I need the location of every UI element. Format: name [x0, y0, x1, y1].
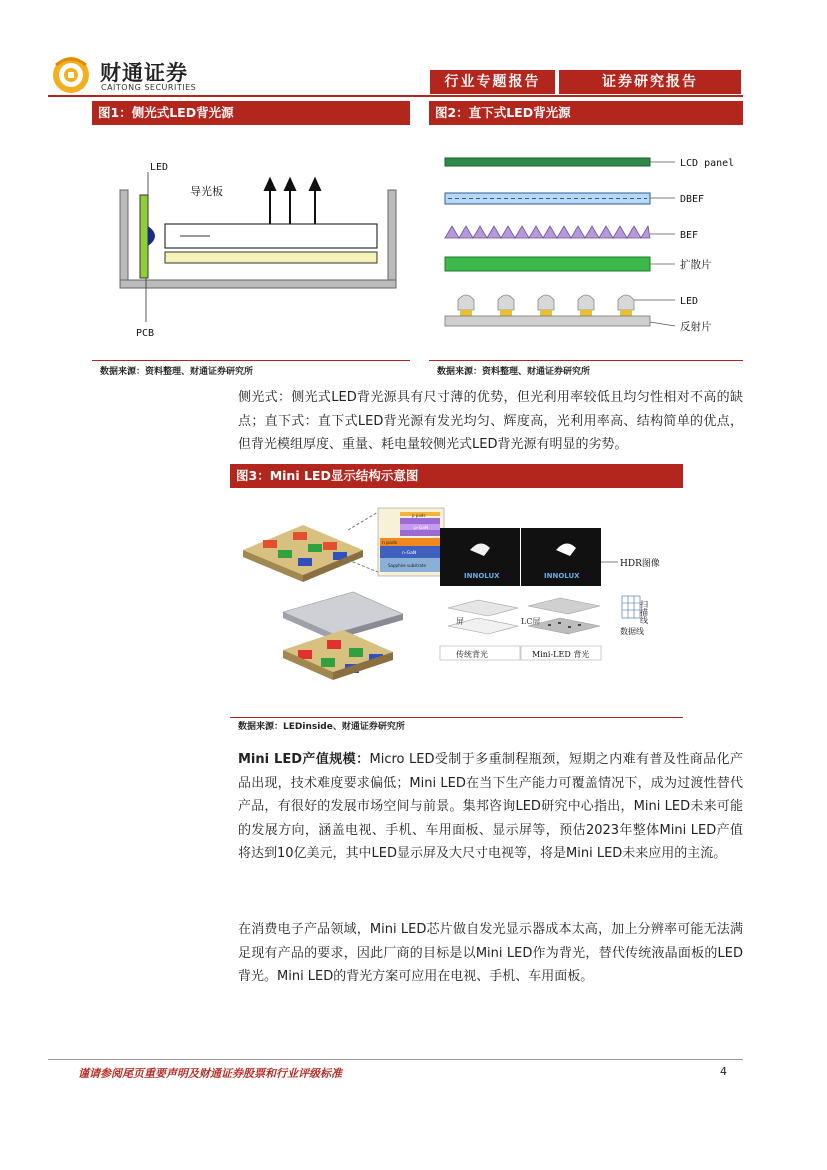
header-divider	[48, 95, 743, 97]
label-light-guide: 导光板	[190, 185, 223, 198]
label-n-gan: n-GaN	[402, 551, 417, 556]
label-scan-line: 扫描线	[639, 600, 649, 624]
caitong-logo-icon	[50, 55, 92, 95]
label-lc-screen: LC屏	[521, 617, 541, 626]
label-pcb: PCB	[136, 328, 155, 339]
label-bef: BEF	[680, 230, 699, 241]
page-number: 4	[720, 1065, 727, 1078]
label-led: LED	[150, 162, 169, 173]
label-screen: 屏	[456, 617, 464, 626]
figure1-title: 图1：侧光式LED背光源	[92, 101, 410, 125]
figure3-source: 数据来源：LEDinside、财通证券研究所	[238, 722, 405, 732]
figure1-edge-lit-diagram	[110, 150, 410, 350]
label-traditional-backlight: 传统背光	[456, 650, 488, 659]
paragraph-body: Micro LED受制于多重制程瓶颈，短期之内难有普及性商品化产品出现，技术难度要求偏低；Mini LED在当下生产能力可覆盖情况下，成为过渡性替代产品，有很好的发展市场空间与前景。集邦咨询LED研究中心指出，Mini LED未来可能的发展方向，涵盖电视、手机、车用面板、显示屏等，预估2023年整体Mini LED产值将达到10亿美元，其中LED显示屏及大尺寸电视等，将是Mini LED未来应用的主流。	[238, 752, 743, 861]
label-lcd-panel: LCD panel	[680, 158, 735, 169]
label-n-pads: n pads	[382, 541, 398, 546]
label-reflector: 反射片	[680, 321, 712, 333]
paragraph-mini-led-market	[238, 748, 743, 866]
paragraph-consumer-electronics: 在消费电子产品领域，Mini LED芯片做自发光显示器成本太高，加上分辨率可能无法满足现有产品的要求，因此厂商的目标是以Mini LED作为背光，替代传统液晶面板的LED背光。Mini LED的背光方案可应用在电视、手机、车用面板。	[238, 922, 743, 984]
figure2-source: 数据来源：资料整理、财通证券研究所	[429, 360, 743, 377]
label-data-line: 数据线	[620, 627, 644, 636]
report-type-tab: 行业专题报告	[430, 70, 555, 94]
figure2-title: 图2：直下式LED背光源	[429, 101, 743, 125]
label-mini-led-backlight: Mini-LED 背光	[532, 650, 590, 659]
label-p-gan: p-GaN	[414, 526, 429, 531]
label-sapphire: Sapphire substrate	[388, 563, 426, 568]
label-dbef: DBEF	[680, 194, 705, 205]
brand-name-cn: 财通证券	[100, 60, 188, 85]
footer-divider	[48, 1059, 743, 1060]
brand-logo	[50, 55, 230, 95]
paragraph-backlight-comparison: 侧光式：侧光式LED背光源具有尺寸薄的优势，但光利用率较低且均匀性相对不高的缺点；直下式：直下式LED背光源有发光均匀、辉度高，光利用率高、结构简单的优点，但背光模组厚度、重量、耗电量较侧光式LED背光源有明显的劣势。	[238, 390, 743, 452]
brand-name-en: CAITONG SECURITIES	[101, 83, 197, 92]
figure2-direct-lit-diagram	[440, 150, 740, 345]
figure3-mini-led-diagram	[238, 500, 683, 700]
figure1-source: 数据来源：资料整理、财通证券研究所	[92, 360, 410, 377]
report-category-tab: 证券研究报告	[559, 70, 741, 94]
brand-innolux-left: INNOLUX	[464, 572, 500, 580]
label-led: LED	[680, 296, 699, 307]
label-diffuser: 扩散片	[680, 259, 712, 271]
figure3-source-divider	[230, 717, 683, 718]
figure3-title: 图3：Mini LED显示结构示意图	[230, 464, 683, 488]
footer-disclaimer: 谨请参阅尾页重要声明及财通证券股票和行业评级标准	[78, 1067, 342, 1080]
brand-innolux-right: INNOLUX	[544, 572, 580, 580]
label-p-pads: p pads	[412, 513, 426, 518]
label-hdr: HDR图像	[620, 559, 660, 569]
paragraph-lead: Mini LED产值规模：	[238, 752, 370, 767]
